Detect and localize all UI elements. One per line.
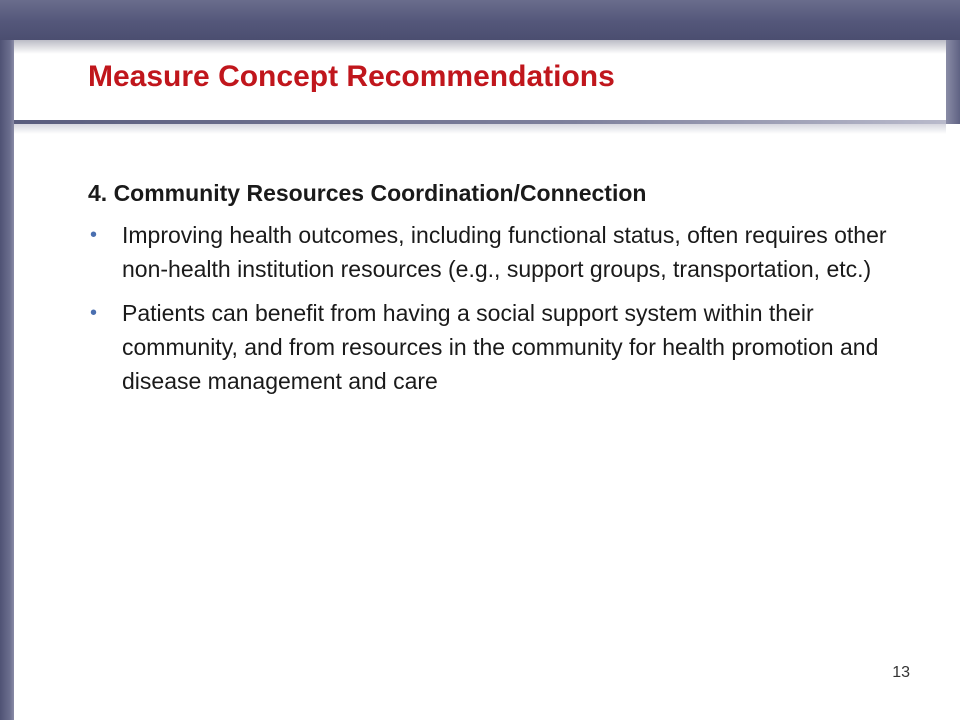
bullet-text: Patients can benefit from having a social support system within their community, and from resources in the community for health promotion and disease management and care <box>122 300 879 394</box>
bullet-text: Improving health outcomes, including functional status, often requires other non-health institution resources (e.g., support groups, transportation, etc.) <box>122 222 887 282</box>
page-number: 13 <box>892 664 910 681</box>
top-decorative-band <box>0 0 960 40</box>
bullet-item <box>88 218 908 286</box>
bullet-marker: • <box>90 224 98 246</box>
bullet-list <box>88 218 908 398</box>
title-divider-shadow <box>14 124 946 134</box>
slide-content <box>88 176 908 408</box>
right-decorative-bar <box>946 40 960 124</box>
section-heading: 4. Community Resources Coordination/Connection <box>88 180 647 206</box>
slide-title: Measure Concept Recommendations <box>88 60 615 93</box>
bullet-marker: • <box>90 302 98 324</box>
left-decorative-bar <box>0 40 14 720</box>
bullet-item <box>88 296 908 398</box>
top-band-shadow <box>0 40 960 54</box>
